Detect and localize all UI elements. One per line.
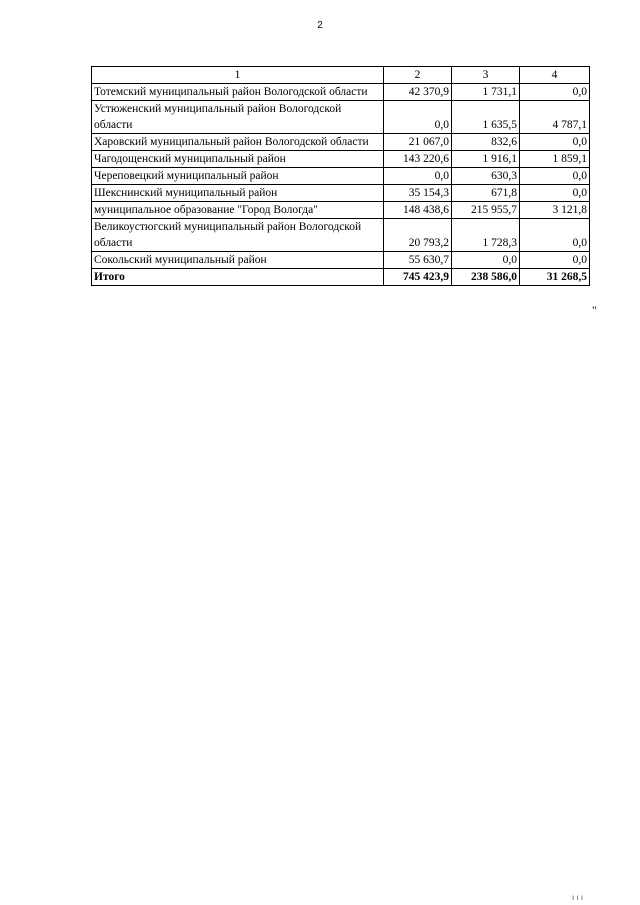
- row-name: Тотемский муниципальный район Вологодской области: [92, 84, 384, 101]
- table-row: [92, 168, 590, 185]
- table-row: [92, 185, 590, 202]
- row-value-col3: 1 916,1: [452, 151, 520, 168]
- budget-table-container: [91, 66, 589, 286]
- closing-quote-mark: ": [592, 305, 597, 317]
- table-row: [92, 202, 590, 219]
- budget-table: [91, 66, 590, 286]
- table-row: [92, 151, 590, 168]
- row-value-col4: 0,0: [520, 185, 590, 202]
- row-value-col4: 3 121,8: [520, 202, 590, 219]
- column-header: 4: [520, 67, 590, 84]
- row-value-col2: 21 067,0: [384, 134, 452, 151]
- row-value-col4: 1 859,1: [520, 151, 590, 168]
- row-value-col2: 35 154,3: [384, 185, 452, 202]
- row-value-col2: 55 630,7: [384, 252, 452, 269]
- row-value-col3: 1 731,1: [452, 84, 520, 101]
- row-name: муниципальное образование "Город Вологда": [92, 202, 384, 219]
- row-value-col3: 671,8: [452, 185, 520, 202]
- row-value-col2: 20 793,2: [384, 219, 452, 252]
- row-value-col3: 1 728,3: [452, 219, 520, 252]
- row-value-col4: 4 787,1: [520, 101, 590, 134]
- row-value-col2: 148 438,6: [384, 202, 452, 219]
- row-value-col4: 0,0: [520, 252, 590, 269]
- row-value-col3: 1 635,5: [452, 101, 520, 134]
- row-value-col2: 42 370,9: [384, 84, 452, 101]
- row-value-col2: 0,0: [384, 168, 452, 185]
- table-row: [92, 252, 590, 269]
- row-value-col2: 0,0: [384, 101, 452, 134]
- row-name: Чагодощенский муниципальный район: [92, 151, 384, 168]
- total-value-col4: 31 268,5: [520, 269, 590, 286]
- column-header: 2: [384, 67, 452, 84]
- row-name: Шекснинский муниципальный район: [92, 185, 384, 202]
- column-header: 3: [452, 67, 520, 84]
- page-number: 2: [317, 20, 323, 31]
- table-row: [92, 84, 590, 101]
- total-label: Итого: [92, 269, 384, 286]
- row-value-col3: 630,3: [452, 168, 520, 185]
- table-row: [92, 134, 590, 151]
- row-value-col4: 0,0: [520, 134, 590, 151]
- row-value-col3: 215 955,7: [452, 202, 520, 219]
- row-value-col3: 0,0: [452, 252, 520, 269]
- row-name: Устюженский муниципальный район Вологодской области: [92, 101, 384, 134]
- total-value-col3: 238 586,0: [452, 269, 520, 286]
- corner-mark: ı ı ı: [572, 893, 584, 902]
- total-row: [92, 269, 590, 286]
- column-header: 1: [92, 67, 384, 84]
- row-value-col4: 0,0: [520, 168, 590, 185]
- row-name: Харовский муниципальный район Вологодской области: [92, 134, 384, 151]
- row-value-col4: 0,0: [520, 219, 590, 252]
- row-name: Череповецкий муниципальный район: [92, 168, 384, 185]
- row-value-col3: 832,6: [452, 134, 520, 151]
- row-name: Сокольский муниципальный район: [92, 252, 384, 269]
- row-value-col4: 0,0: [520, 84, 590, 101]
- row-value-col2: 143 220,6: [384, 151, 452, 168]
- row-name: Великоустюгский муниципальный район Вологодской области: [92, 219, 384, 252]
- table-header-row: [92, 67, 590, 84]
- table-row: [92, 101, 590, 134]
- total-value-col2: 745 423,9: [384, 269, 452, 286]
- table-row: [92, 219, 590, 252]
